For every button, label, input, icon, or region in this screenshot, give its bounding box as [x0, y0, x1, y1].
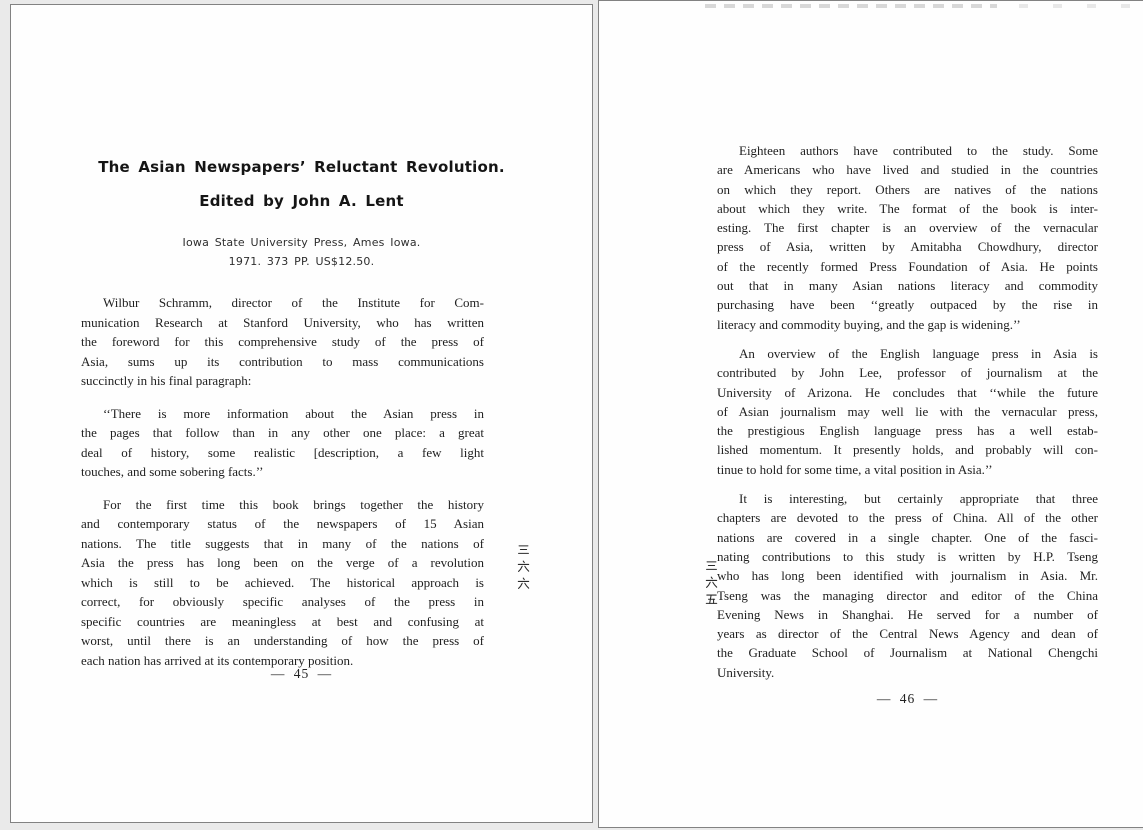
paragraph	[81, 495, 484, 671]
margin-cjk-folio-365	[705, 559, 718, 610]
text-line: about which they write. The format of the book is inter-	[717, 200, 1098, 216]
text-line: correct, for obviously specific analyses of the press in	[81, 594, 484, 609]
text-line: touches, and some sobering facts.’’	[81, 464, 264, 479]
text-line: specific countries are meaningless at best and confusing at	[81, 613, 484, 629]
text-line: purchasing have been ‘‘greatly outpaced by the rise in	[717, 297, 1098, 313]
text-line: succinctly in his final paragraph:	[81, 373, 252, 388]
text-line: contributed by John Lee, professor of journalism at the	[717, 365, 1098, 381]
text-line: Eighteen authors have contributed to the study. Some	[739, 143, 1098, 158]
text-line: years as director of the Central News Agency and dean of	[717, 626, 1098, 642]
text-column-left	[81, 293, 484, 670]
page-number-46: — 46 —	[876, 691, 939, 707]
cjk-numeral-glyph	[517, 577, 530, 590]
page-number-45: — 45 —	[270, 666, 333, 681]
text-line: Asia, sums up its contribution to mass communications	[81, 353, 484, 369]
text-line: University.	[717, 664, 775, 680]
paragraph	[717, 489, 1098, 682]
text-line: nating contributions to this study is written by H.P. Tseng	[717, 548, 1098, 564]
cjk-numeral-glyph	[517, 560, 530, 573]
text-line: Tseng was the managing director and editor of the China	[717, 587, 1098, 603]
cjk-numeral-glyph	[705, 593, 718, 606]
text-line: each nation has arrived at its contemporary position.	[81, 652, 354, 668]
scan-artifact-header-line	[705, 4, 997, 8]
text-line: press of Asia, written by Amitabha Chowdhury, director	[717, 239, 1098, 255]
text-column-right	[717, 141, 1098, 707]
paragraph	[81, 293, 484, 391]
text-line: the foreword for this comprehensive study of the press of	[81, 334, 484, 349]
text-line: who has long been identified with journalism in Asia. Mr.	[717, 568, 1098, 584]
text-line: ‘‘There is more information about the Asian press in	[103, 405, 484, 421]
text-line: An overview of the English language press in Asia is	[739, 345, 1098, 361]
text-line: University of Arizona. He concludes that ‘‘while the future	[717, 384, 1098, 400]
text-line: out that in many Asian nations literacy and commodity	[717, 278, 1098, 294]
text-line: of the recently formed Press Foundation of Asia. He points	[717, 258, 1098, 274]
cjk-numeral-glyph	[705, 576, 718, 589]
text-line: and contemporary status of the newspapers of 15 Asian	[81, 516, 484, 531]
text-line: of Asian journalism may well lie with the vernacular press,	[717, 403, 1098, 419]
imprint-publisher: Iowa State University Press, Ames Iowa.	[182, 236, 421, 249]
paragraph	[717, 344, 1098, 479]
text-line: deal of history, some realistic [description, a few light	[81, 444, 484, 460]
paragraph-quote	[81, 404, 484, 482]
text-line: munication Research at Stanford University, who has written	[81, 314, 484, 330]
book-title-line1: The Asian Newspapers’ Reluctant Revolution.	[98, 158, 505, 176]
margin-cjk-folio-366	[517, 543, 530, 594]
text-line: the Graduate School of Journalism at National Chengchi	[717, 645, 1098, 661]
text-line: the prestigious English language press has a well estab-	[717, 423, 1098, 439]
imprint-year-price: 1971. 373 PP. US$12.50.	[228, 255, 375, 268]
text-line: For the first time this book brings together the history	[103, 496, 484, 512]
text-line: Asia the press has long been on the verge of a revolution	[81, 555, 484, 570]
text-line: are Americans who have lived and studied in the countries	[717, 162, 1098, 178]
text-line: worst, until there is an understanding of how the press of	[81, 633, 484, 648]
cjk-numeral-glyph	[517, 543, 530, 556]
text-line: It is interesting, but certainly appropriate that three	[739, 491, 1098, 507]
cjk-numeral-glyph	[705, 559, 718, 572]
text-line: which is still to be achieved. The historical approach is	[81, 574, 484, 590]
text-line: tinue to hold for some time, a vital position in Asia.’’	[717, 461, 993, 477]
text-line: Wilbur Schramm, director of the Institute for Com-	[103, 295, 484, 310]
paragraph	[717, 141, 1098, 334]
text-line: esting. The first chapter is an overview of the vernacular	[717, 220, 1098, 236]
text-line: on which they report. Others are natives of the nations	[717, 181, 1098, 197]
text-line: nations are covered in a single chapter. One of the fasci-	[717, 529, 1098, 545]
text-line: Evening News in Shanghai. He served for a number of	[717, 606, 1098, 622]
text-line: chapters are devoted to the press of China. All of the other	[717, 510, 1098, 526]
scan-artifact-header-line	[1019, 4, 1143, 8]
text-line: nations. The title suggests that in many of the nations of	[81, 535, 484, 551]
scanned-page-46	[598, 0, 1143, 828]
text-line: literacy and commodity buying, and the gap is widening.’’	[717, 316, 1021, 332]
text-line: the pages that follow than in any other one place: a great	[81, 425, 484, 440]
text-line: lished momentum. It presently holds, and probably will con-	[717, 442, 1098, 458]
book-title-line2: Edited by John A. Lent	[199, 192, 404, 210]
scanned-page-45	[10, 4, 593, 823]
